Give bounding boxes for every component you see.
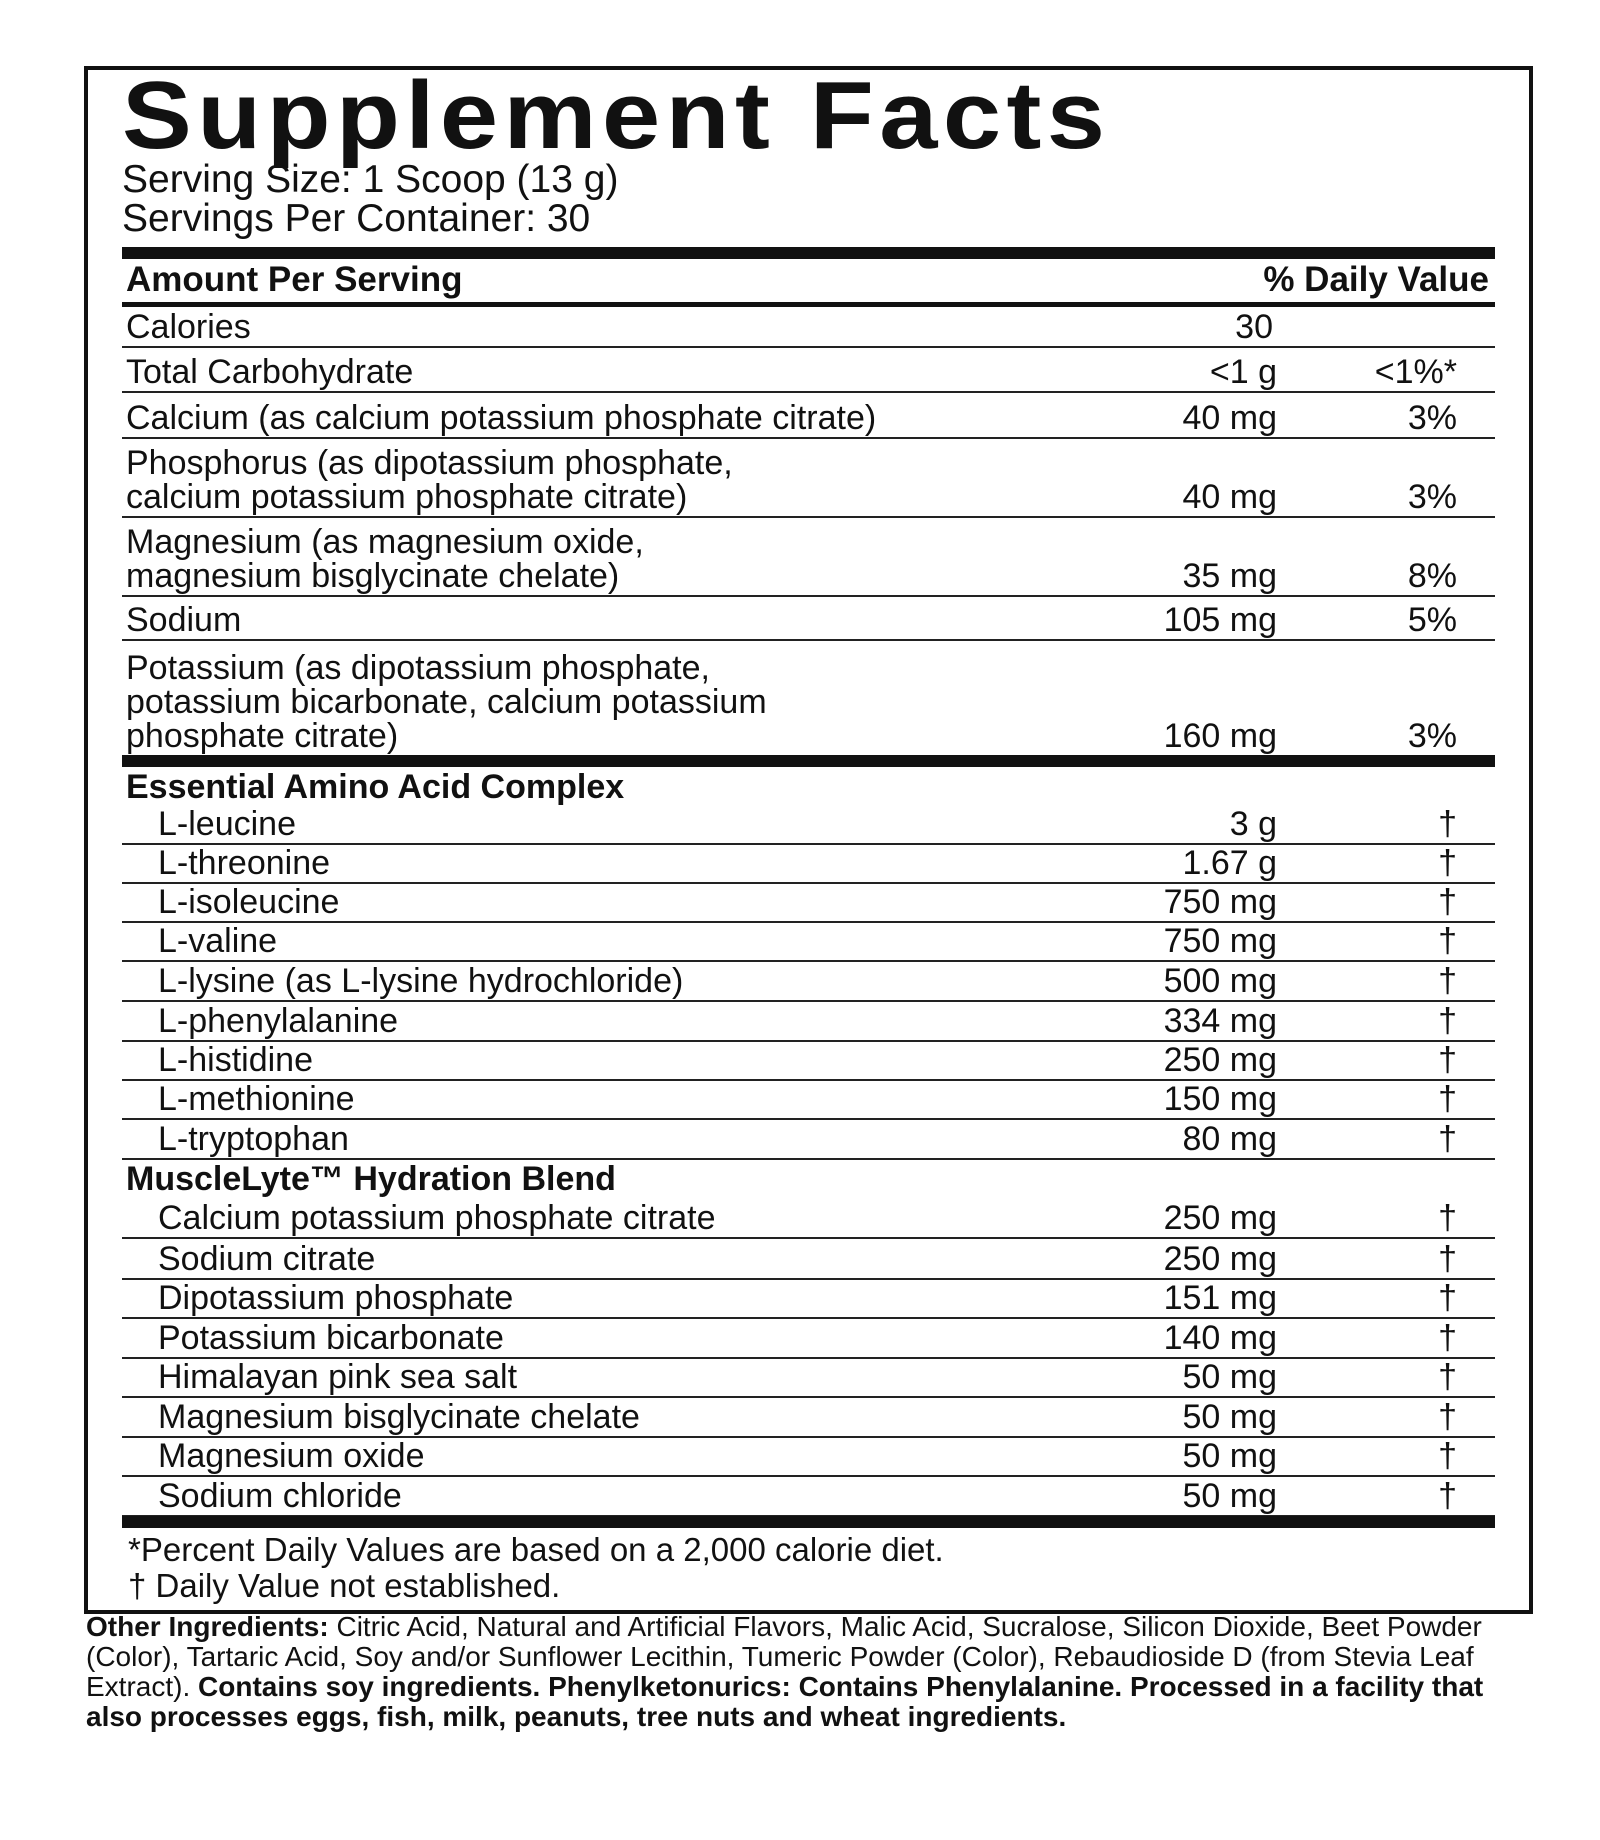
nutrient-amount: 40 mg — [1182, 399, 1277, 437]
ingredient-name: L-leucine — [158, 805, 296, 843]
nutrient-row — [122, 518, 1495, 597]
footnote-dagger: † Daily Value not established. — [128, 1567, 561, 1604]
ingredient-row — [122, 1398, 1495, 1438]
ingredient-amount: 140 mg — [1163, 1319, 1277, 1357]
nutrient-daily-value: 3% — [1407, 717, 1457, 755]
ingredient-name: Sodium citrate — [158, 1240, 376, 1278]
ingredient-daily-value: † — [1438, 883, 1457, 921]
ingredient-name: Magnesium bisglycinate chelate — [158, 1398, 640, 1436]
name-line: calcium potassium phosphate citrate) — [126, 478, 688, 516]
ingredient-name: Himalayan pink sea salt — [158, 1358, 518, 1396]
ingredient-row — [122, 884, 1495, 923]
ingredient-row — [122, 1002, 1495, 1042]
nutrient-name — [126, 651, 767, 753]
nutrient-daily-value: 8% — [1407, 557, 1457, 595]
ingredient-amount: 50 mg — [1182, 1358, 1277, 1396]
nutrient-daily-value: 5% — [1407, 601, 1457, 639]
ingredient-row — [122, 1239, 1495, 1280]
header-daily-value: % Daily Value — [1263, 260, 1489, 299]
ingredient-name: L-methionine — [158, 1080, 355, 1118]
ingredient-amount: 50 mg — [1182, 1477, 1277, 1515]
nutrient-row — [122, 641, 1495, 755]
ingredient-row — [122, 1280, 1495, 1319]
nutrient-amount: 105 mg — [1163, 601, 1277, 639]
ingredient-daily-value: † — [1438, 1199, 1457, 1237]
serving-size: Serving Size: 1 Scoop (13 g) — [122, 158, 619, 201]
table-header — [122, 258, 1495, 302]
nutrient-amount: 30 — [1235, 308, 1273, 346]
nutrient-name: Calcium (as calcium potassium phosphate citrate) — [126, 399, 877, 437]
ingredient-name: L-tryptophan — [158, 1120, 349, 1158]
ingredient-amount: 500 mg — [1163, 962, 1277, 1000]
ingredient-name: L-lysine (as L-lysine hydrochloride) — [158, 962, 684, 1000]
ingredient-row — [122, 1477, 1495, 1517]
ingredient-row — [122, 962, 1495, 1002]
ingredient-amount: 250 mg — [1163, 1041, 1277, 1079]
ingredient-name: L-isoleucine — [158, 883, 340, 921]
nutrient-row — [122, 439, 1495, 518]
ingredient-daily-value: † — [1438, 805, 1457, 843]
ingredient-row — [122, 845, 1495, 884]
other-ingredients-text: Citric Acid, Natural and Artificial Flavors, Malic Acid, Sucralose, Silicon Dioxide, Beet Powder (Color), Tartaric Acid, Soy and/or Sunflower Lecithin, Tumeric Powder (Color), Rebaudioside D (from Stevia Leaf Extract). — [86, 1611, 1482, 1702]
ingredient-amount: 80 mg — [1182, 1120, 1277, 1158]
ingredient-daily-value: † — [1438, 1080, 1457, 1118]
name-line: Phosphorus (as dipotassium phosphate, — [126, 444, 733, 482]
ingredient-row — [122, 1198, 1495, 1239]
ingredient-amount: 50 mg — [1182, 1437, 1277, 1475]
ingredient-daily-value: † — [1438, 844, 1457, 882]
nutrient-amount: 35 mg — [1182, 557, 1277, 595]
ingredient-name: Potassium bicarbonate — [158, 1319, 504, 1357]
ingredient-amount: 750 mg — [1163, 922, 1277, 960]
ingredient-amount: 151 mg — [1163, 1279, 1277, 1317]
ingredient-amount: 334 mg — [1163, 1002, 1277, 1040]
ingredient-amount: 750 mg — [1163, 883, 1277, 921]
section-heading-text: MuscleLyte™ Hydration Blend — [126, 1160, 616, 1198]
nutrient-amount: 160 mg — [1163, 717, 1277, 755]
nutrient-row — [122, 393, 1495, 439]
header-amount-per-serving: Amount Per Serving — [126, 260, 463, 299]
ingredient-daily-value: † — [1438, 922, 1457, 960]
ingredient-daily-value: † — [1438, 1120, 1457, 1158]
nutrient-amount: 40 mg — [1182, 478, 1277, 516]
thick-divider — [122, 755, 1495, 767]
ingredient-row — [122, 1042, 1495, 1081]
ingredient-daily-value: † — [1438, 1240, 1457, 1278]
name-line: Potassium (as dipotassium phosphate, — [126, 649, 710, 687]
thick-divider — [122, 1516, 1495, 1528]
name-line: potassium bicarbonate, calcium potassium — [126, 683, 767, 721]
section-heading-text: Essential Amino Acid Complex — [126, 768, 625, 806]
servings-per-container: Servings Per Container: 30 — [122, 197, 591, 240]
nutrient-name: Total Carbohydrate — [126, 353, 414, 391]
ingredient-daily-value: † — [1438, 1319, 1457, 1357]
ingredient-amount: 50 mg — [1182, 1398, 1277, 1436]
ingredient-row — [122, 1120, 1495, 1160]
ingredient-daily-value: † — [1438, 1358, 1457, 1396]
ingredient-name: L-valine — [158, 922, 278, 960]
ingredient-daily-value: † — [1438, 1477, 1457, 1515]
ingredient-daily-value: † — [1438, 962, 1457, 1000]
ingredient-amount: 1.67 g — [1182, 844, 1277, 882]
ingredient-name: L-phenylalanine — [158, 1002, 399, 1040]
ingredient-amount: 250 mg — [1163, 1240, 1277, 1278]
nutrient-daily-value: 3% — [1407, 399, 1457, 437]
nutrient-daily-value: 3% — [1407, 478, 1457, 516]
name-line: magnesium bisglycinate chelate) — [126, 557, 620, 595]
ingredient-amount: 3 g — [1229, 805, 1277, 843]
section-heading-hydration — [122, 1160, 1495, 1198]
ingredient-daily-value: † — [1438, 1002, 1457, 1040]
ingredient-daily-value: † — [1438, 1437, 1457, 1475]
other-ingredients-label: Other Ingredients: — [86, 1611, 329, 1642]
ingredient-name: Calcium potassium phosphate citrate — [158, 1199, 716, 1237]
nutrient-name — [126, 446, 733, 514]
nutrient-daily-value: <1%* — [1374, 353, 1457, 391]
name-line: Magnesium (as magnesium oxide, — [126, 523, 644, 561]
ingredient-row — [122, 806, 1495, 845]
ingredient-amount: 150 mg — [1163, 1080, 1277, 1118]
ingredient-name: Dipotassium phosphate — [158, 1279, 514, 1317]
ingredient-daily-value: † — [1438, 1279, 1457, 1317]
nutrient-amount: <1 g — [1209, 353, 1277, 391]
other-ingredients — [86, 1612, 1546, 1732]
ingredient-name: Magnesium oxide — [158, 1437, 425, 1475]
nutrient-name: Sodium — [126, 601, 242, 639]
nutrient-name — [126, 525, 644, 593]
ingredient-row — [122, 923, 1495, 962]
footnote-daily-values: *Percent Daily Values are based on a 2,000 calorie diet. — [128, 1531, 944, 1568]
ingredient-row — [122, 1319, 1495, 1359]
name-line: phosphate citrate) — [126, 717, 399, 755]
ingredient-name: L-histidine — [158, 1041, 313, 1079]
ingredient-row — [122, 1081, 1495, 1120]
ingredient-daily-value: † — [1438, 1398, 1457, 1436]
ingredient-name: L-threonine — [158, 844, 331, 882]
ingredient-name: Sodium chloride — [158, 1477, 402, 1515]
ingredient-amount: 250 mg — [1163, 1199, 1277, 1237]
panel-title: Supplement Facts — [122, 62, 1111, 169]
ingredient-row — [122, 1359, 1495, 1398]
allergen-warning: Contains soy ingredients. Phenylketonurics: Contains Phenylalanine. Processed in a facility that also processes eggs, fish, milk, peanuts, tree nuts and wheat ingredients. — [86, 1671, 1484, 1732]
ingredient-daily-value: † — [1438, 1041, 1457, 1079]
nutrient-row — [122, 597, 1495, 641]
ingredient-row — [122, 1438, 1495, 1477]
nutrient-row-calories — [122, 307, 1495, 348]
nutrient-row — [122, 348, 1495, 393]
nutrient-name: Calories — [126, 308, 251, 346]
section-heading-amino — [122, 768, 1495, 806]
